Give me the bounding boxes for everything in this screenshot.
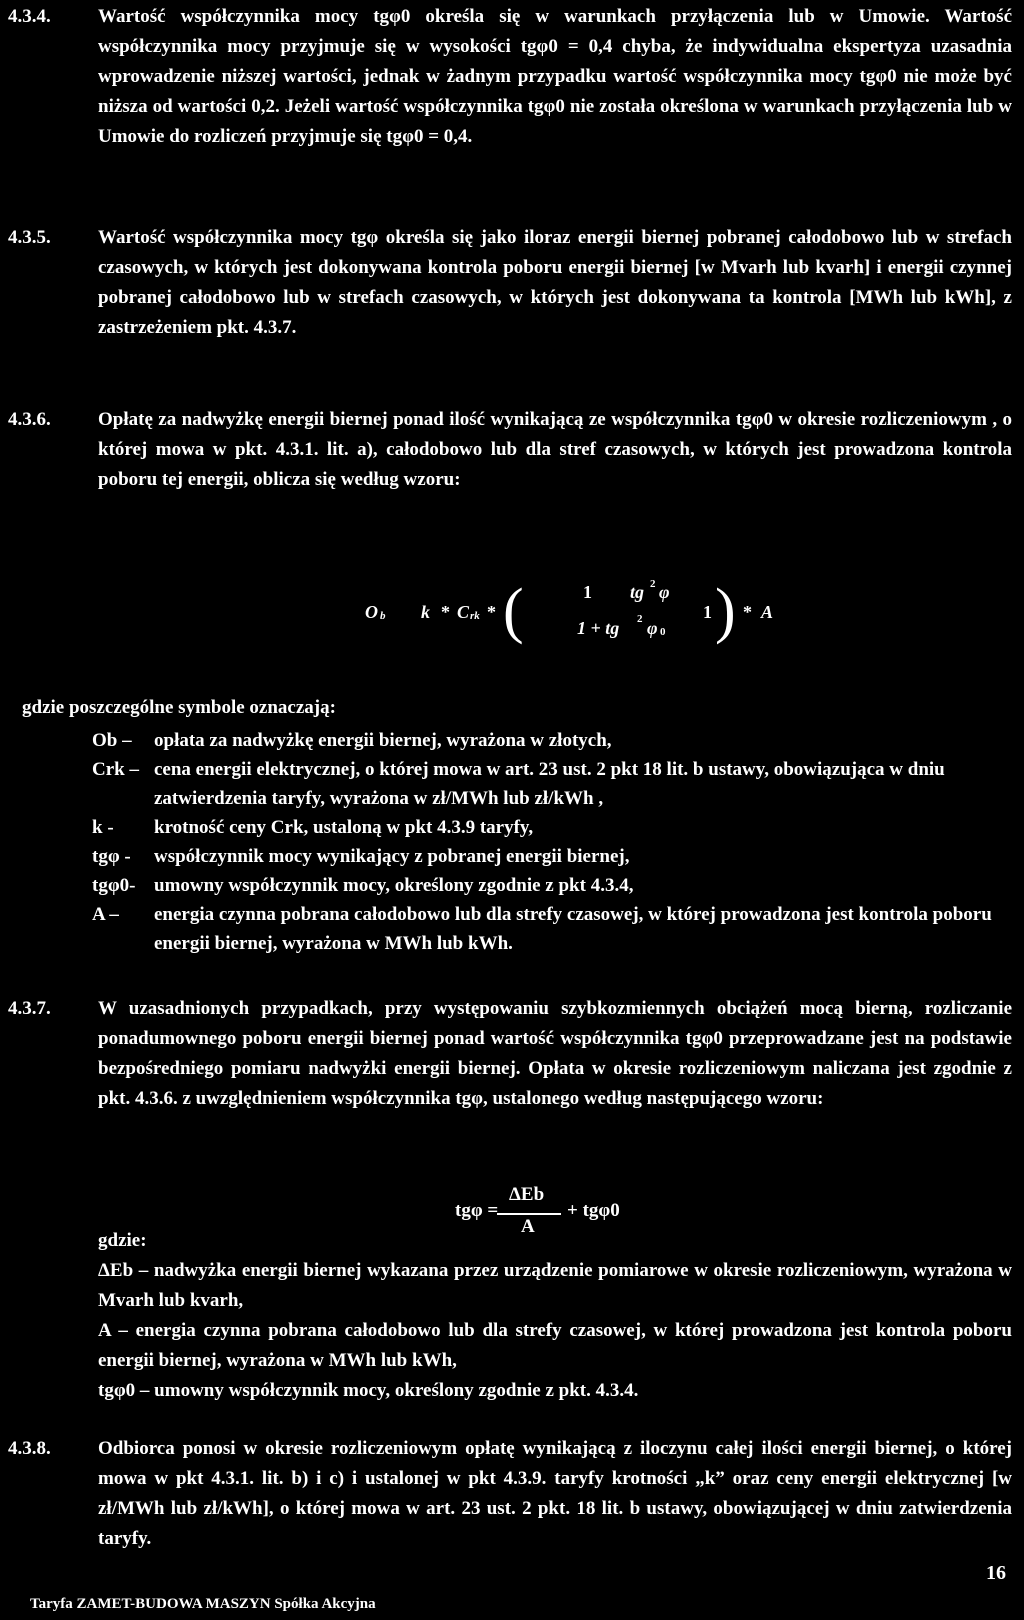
section-text: Wartość współczynnika mocy tgφ0 określa się w warunkach przyłączenia lub w Umowie. Wartość współczynnika mocy przyjmuje się w wysokości tgφ0 = 0,4 chyba, że indywidualna ekspertyza uzasadnia wprowadzenie niższej wartości, jednak w żadnym przypadku wartość współczynnika mocy tgφ0 nie może być niższa od wartości 0,2. Jeżeli wartość współczynnika tgφ0 nie została określona w warunkach przyłączenia lub w Umowie do rozliczeń przyjmuje się tgφ0 = 0,4. [98,6,1012,147]
formula-numerator-phi: φ [659,582,670,602]
symbol-description: opłata za nadwyżkę energii biernej, wyrażona w złotych, [154,730,612,751]
section-number: 4.3.5. [8,227,51,248]
formula-one: 1 [703,602,712,622]
formula-ob-subscript: b [380,610,386,622]
charge-formula [365,578,805,658]
symbol-name: k - [92,817,114,838]
formula-numerator-tg: tg [630,582,645,602]
section-number: 4.3.8. [8,1438,51,1459]
formula-star: * [743,602,752,622]
page-number: 16 [986,1562,1006,1584]
symbol-description: energia czynna pobrana całodobowo lub dla strefy czasowej, w której prowadzona jest kontrola poboru energii biernej, wyrażona w MWh lub kWh. [154,904,992,954]
section-text: W uzasadnionych przypadkach, przy występowaniu szybkozmiennych obciążeń mocą bierną, rozliczanie ponadumownego poboru energii biernej ponad wartość współczynnika tgφ0 przeprowadzane jest na podstawie bezpośredniego pomiaru nadwyżki energii biernej. Opłata w okresie rozliczeniowym naliczana jest zgodnie z pkt. 4.3.6. z uwzględnieniem współczynnika tgφ, ustalonego według następującego wzoru: [98,998,1012,1109]
formula-ob: O [365,602,378,622]
formula-k: k [421,602,430,622]
formula2-rhs: + tgφ0 [567,1200,620,1221]
section-4-3-7 [8,994,1012,1114]
formula-numerator-exponent: 2 [650,578,656,590]
symbols-intro: gdzie poszczególne symbole oznaczają: [22,697,336,718]
definition-item: tgφ0 – umowny współczynnik mocy, określony zgodnie z pkt. 4.3.4. [98,1380,639,1401]
section-number: 4.3.6. [8,409,51,430]
formula-numerator-one: 1 [583,582,592,602]
definition-item: ΔEb – nadwyżka energii biernej wykazana przez urządzenie pomiarowe w okresie rozliczeniowym, wyrażona w Mvarh lub kvarh, [98,1260,1012,1311]
symbol-description: współczynnik mocy wynikający z pobranej energii biernej, [154,846,630,867]
section-4-3-5 [8,223,1012,343]
footer-text: Taryfa ZAMET-BUDOWA MASZYN Spółka Akcyjna [30,1596,376,1612]
formula-denominator: 1 + tg [577,618,620,638]
formula2-denominator: A [521,1216,535,1237]
symbol-description: krotność ceny Crk, ustaloną w pkt 4.3.9 taryfy, [154,817,534,838]
fraction-bar [497,1213,561,1215]
formula2-numerator: ΔEb [509,1184,545,1205]
symbol-name: A – [92,904,119,925]
formula-denominator-subscript: 0 [660,626,666,638]
section-number: 4.3.7. [8,998,51,1019]
symbol-name: tgφ - [92,846,131,867]
formula-a: A [761,602,774,622]
formula2-lhs: tgφ = [455,1200,499,1221]
symbol-description: cena energii elektrycznej, o której mowa w art. 23 ust. 2 pkt 18 lit. b ustawy, obowiązująca w dniu zatwierdzenia taryfy, wyrażona w zł/MWh lub zł/kWh , [154,759,945,809]
section-4-3-4 [8,2,1012,152]
section-number: 4.3.4. [8,6,51,27]
formula-right-paren: ) [715,577,736,645]
formula-denominator-exponent: 2 [637,613,643,625]
section-text: Opłatę za nadwyżkę energii biernej ponad ilość wynikającą ze współczynnika tgφ0 w okresie rozliczeniowym , o której mowa w pkt. 4.3.1. lit. a), całodobowo lub dla stref czasowych, w których jest prowadzona kontrola poboru tej energii, oblicza się według wzoru: [98,409,1012,490]
formula-left-paren: ( [503,577,524,645]
formula-crk: C [457,602,470,622]
symbol-name: Ob – [92,730,132,751]
formula-star: * [487,602,496,622]
section-text: Wartość współczynnika mocy tgφ określa się jako iloraz energii biernej pobranej całodobowo lub w strefach czasowych, w których jest dokonywana kontrola poboru energii biernej [w Mvarh lub kvarh] i energii czynnej pobranej całodobowo lub w strefach czasowych, w których jest dokonywana ta kontrola [MWh lub kWh], z zastrzeżeniem pkt. 4.3.7. [98,227,1012,338]
symbol-description: umowny współczynnik mocy, określony zgodnie z pkt 4.3.4, [154,875,634,896]
section-text: Odbiorca ponosi w okresie rozliczeniowym opłatę wynikającą z iloczynu całej ilości energii biernej, o której mowa w pkt 4.3.1. lit. b) i c) i ustalonej w pkt 4.3.9. taryfy krotności „k” oraz ceny energii elektrycznej [w zł/MWh lub zł/kWh], o której mowa w art. 23 ust. 2 pkt. 18 lit. b ustawy, obowiązującej w dniu zatwierdzenia taryfy. [98,1438,1012,1549]
formula-star: * [441,602,450,622]
section-4-3-6 [8,405,1012,495]
formula-denominator-phi: φ [647,618,658,638]
section-4-3-8 [8,1434,1012,1554]
formula-crk-subscript: rk [470,610,480,622]
symbol-name: tgφ0- [92,875,136,896]
symbol-name: Crk – [92,759,139,780]
definitions-intro: gdzie: [98,1230,147,1251]
definition-item: A – energia czynna pobrana całodobowo lub dla strefy czasowej, w której prowadzona jest kontrola poboru energii biernej, wyrażona w MWh lub kWh, [98,1320,1012,1371]
